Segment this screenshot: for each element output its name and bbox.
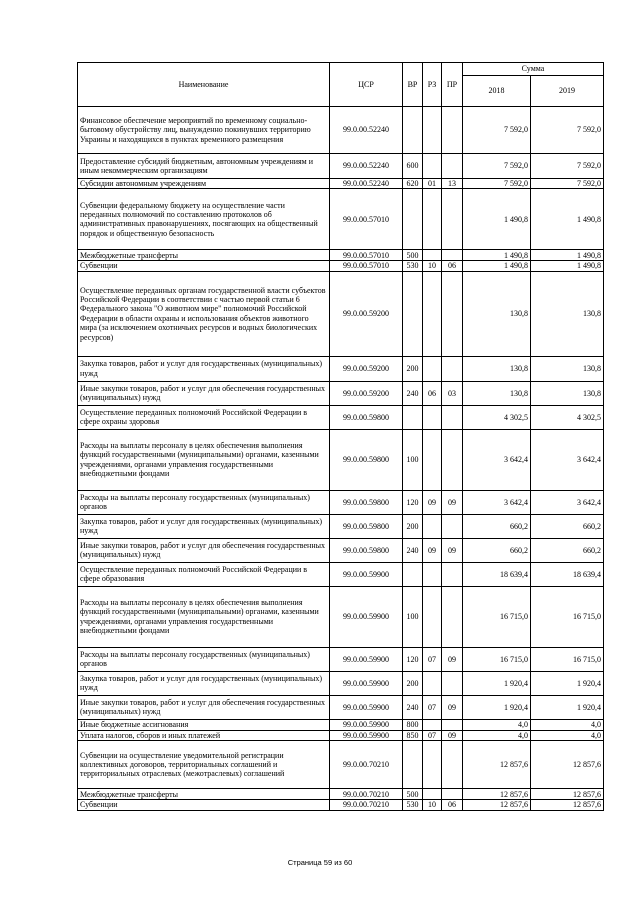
header-rz: РЗ: [423, 63, 442, 107]
cell-sum-2018: 18 639,4: [463, 562, 531, 586]
table-row: [78, 647, 604, 671]
cell-csr: 99.0.00.70210: [330, 800, 403, 810]
page-footer: Страница 59 из 60: [287, 858, 353, 867]
cell-rz: 06: [423, 381, 442, 405]
cell-pr: [442, 154, 463, 179]
cell-name: Субвенции: [78, 261, 330, 271]
header-sum: Сумма: [463, 63, 604, 76]
header-vr: ВР: [403, 63, 423, 107]
header-name: Наименование: [78, 63, 330, 107]
cell-vr: [403, 405, 423, 429]
cell-sum-2019: 1 920,4: [531, 695, 604, 719]
cell-sum-2019: 130,8: [531, 271, 604, 356]
table-body: [78, 107, 604, 811]
cell-sum-2019: 12 857,6: [531, 789, 604, 800]
cell-rz: [423, 586, 442, 647]
table-row: [78, 250, 604, 261]
cell-pr: [442, 271, 463, 356]
table-row: [78, 179, 604, 189]
cell-vr: 200: [403, 356, 423, 381]
cell-name: Иные закупки товаров, работ и услуг для обеспечения государственных (муниципальных) нужд: [78, 695, 330, 719]
cell-pr: [442, 719, 463, 730]
cell-sum-2019: 130,8: [531, 356, 604, 381]
cell-sum-2018: 4,0: [463, 719, 531, 730]
cell-sum-2018: 130,8: [463, 381, 531, 405]
cell-name: Осуществление переданных полномочий Российской Федерации в сфере образования: [78, 562, 330, 586]
cell-pr: 09: [442, 538, 463, 562]
cell-sum-2018: 12 857,6: [463, 789, 531, 800]
cell-csr: 99.0.00.59900: [330, 730, 403, 740]
cell-sum-2019: 18 639,4: [531, 562, 604, 586]
cell-rz: [423, 189, 442, 250]
cell-sum-2018: 4,0: [463, 730, 531, 740]
cell-csr: 99.0.00.59800: [330, 490, 403, 514]
table-row: [78, 381, 604, 405]
cell-sum-2019: 4,0: [531, 730, 604, 740]
cell-vr: [403, 107, 423, 154]
cell-sum-2019: 1 920,4: [531, 671, 604, 695]
cell-pr: 09: [442, 730, 463, 740]
cell-sum-2018: 16 715,0: [463, 586, 531, 647]
cell-pr: 09: [442, 490, 463, 514]
cell-pr: [442, 356, 463, 381]
cell-name: Иные закупки товаров, работ и услуг для обеспечения государственных (муниципальных) нужд: [78, 538, 330, 562]
cell-rz: 07: [423, 730, 442, 740]
cell-pr: 09: [442, 695, 463, 719]
cell-pr: [442, 514, 463, 538]
cell-sum-2019: 660,2: [531, 514, 604, 538]
cell-pr: [442, 429, 463, 490]
table-header: [78, 63, 604, 107]
cell-sum-2018: 1 490,8: [463, 189, 531, 250]
cell-sum-2018: 660,2: [463, 514, 531, 538]
cell-sum-2018: 1 920,4: [463, 695, 531, 719]
table-row: [78, 800, 604, 810]
table-row: [78, 695, 604, 719]
cell-rz: 07: [423, 695, 442, 719]
table-row: [78, 356, 604, 381]
cell-vr: 100: [403, 586, 423, 647]
cell-csr: 99.0.00.59800: [330, 405, 403, 429]
cell-csr: 99.0.00.70210: [330, 741, 403, 789]
cell-sum-2019: 7 592,0: [531, 154, 604, 179]
table-row: [78, 271, 604, 356]
cell-vr: 240: [403, 381, 423, 405]
cell-rz: 09: [423, 538, 442, 562]
table-row: [78, 107, 604, 154]
cell-rz: 10: [423, 261, 442, 271]
cell-pr: [442, 562, 463, 586]
cell-pr: 09: [442, 647, 463, 671]
header-year-2019: 2019: [531, 76, 604, 107]
table-row: [78, 490, 604, 514]
cell-sum-2019: 7 592,0: [531, 107, 604, 154]
cell-vr: 120: [403, 647, 423, 671]
budget-table-container: [77, 62, 603, 811]
cell-vr: [403, 741, 423, 789]
cell-sum-2018: 1 490,8: [463, 261, 531, 271]
cell-csr: 99.0.00.59800: [330, 538, 403, 562]
table-row: [78, 789, 604, 800]
table-row: [78, 538, 604, 562]
cell-pr: [442, 671, 463, 695]
cell-pr: [442, 405, 463, 429]
header-year-2018: 2018: [463, 76, 531, 107]
cell-vr: 800: [403, 719, 423, 730]
cell-name: Осуществление переданных полномочий Российской Федерации в сфере охраны здоровья: [78, 405, 330, 429]
cell-rz: 01: [423, 179, 442, 189]
cell-rz: 10: [423, 800, 442, 810]
cell-name: Закупка товаров, работ и услуг для государственных (муниципальных) нужд: [78, 671, 330, 695]
cell-vr: 240: [403, 695, 423, 719]
cell-vr: 240: [403, 538, 423, 562]
cell-sum-2018: 4 302,5: [463, 405, 531, 429]
table-row: [78, 730, 604, 740]
cell-name: Субвенции: [78, 800, 330, 810]
cell-name: Предоставление субсидий бюджетным, автономным учреждениям и иным некоммерческим организациям: [78, 154, 330, 179]
cell-csr: 99.0.00.52240: [330, 154, 403, 179]
cell-csr: 99.0.00.59800: [330, 514, 403, 538]
cell-vr: 200: [403, 671, 423, 695]
cell-vr: 600: [403, 154, 423, 179]
cell-rz: [423, 789, 442, 800]
cell-vr: 530: [403, 800, 423, 810]
cell-sum-2019: 12 857,6: [531, 800, 604, 810]
cell-sum-2019: 1 490,8: [531, 261, 604, 271]
cell-csr: 99.0.00.59900: [330, 671, 403, 695]
cell-rz: [423, 154, 442, 179]
cell-rz: [423, 356, 442, 381]
cell-sum-2019: 3 642,4: [531, 429, 604, 490]
cell-name: Расходы на выплаты персоналу в целях обеспечения выполнения функций государственными (муниципальными) органами, казенными учреждениями, органами управления государственными внебюджетными фондами: [78, 429, 330, 490]
cell-csr: 99.0.00.57010: [330, 261, 403, 271]
cell-sum-2018: 130,8: [463, 271, 531, 356]
cell-vr: 620: [403, 179, 423, 189]
cell-rz: 07: [423, 647, 442, 671]
cell-csr: 99.0.00.57010: [330, 250, 403, 261]
cell-name: Осуществление переданных органам государственной власти субъектов Российской Федерации в соответствии с частью первой статьи 6 Федерального закона "О животном мире" полномочий Российской Федерации в области охраны и использования объектов животного мира (за исключением охотничьих ресурсов и водных биологических ресурсов): [78, 271, 330, 356]
cell-pr: [442, 189, 463, 250]
cell-csr: 99.0.00.59200: [330, 381, 403, 405]
cell-sum-2019: 130,8: [531, 381, 604, 405]
cell-name: Иные закупки товаров, работ и услуг для обеспечения государственных (муниципальных) нужд: [78, 381, 330, 405]
table-row: [78, 261, 604, 271]
cell-sum-2018: 16 715,0: [463, 647, 531, 671]
cell-rz: [423, 271, 442, 356]
cell-sum-2019: 660,2: [531, 538, 604, 562]
cell-pr: [442, 107, 463, 154]
table-row: [78, 586, 604, 647]
cell-sum-2018: 7 592,0: [463, 179, 531, 189]
cell-rz: [423, 741, 442, 789]
table-row: [78, 189, 604, 250]
cell-sum-2018: 3 642,4: [463, 429, 531, 490]
budget-table: [77, 62, 604, 811]
cell-rz: [423, 719, 442, 730]
header-pr: ПР: [442, 63, 463, 107]
cell-vr: 200: [403, 514, 423, 538]
cell-rz: [423, 429, 442, 490]
table-row: [78, 741, 604, 789]
cell-vr: [403, 271, 423, 356]
cell-sum-2019: 4 302,5: [531, 405, 604, 429]
cell-csr: 99.0.00.57010: [330, 189, 403, 250]
cell-name: Субвенции федеральному бюджету на осуществление части переданных полномочий по составлению протоколов об административных правонарушениях, посягающих на общественный порядок и общественную безопасность: [78, 189, 330, 250]
cell-sum-2019: 16 715,0: [531, 647, 604, 671]
cell-name: Расходы на выплаты персоналу государственных (муниципальных) органов: [78, 647, 330, 671]
cell-rz: [423, 250, 442, 261]
cell-name: Межбюджетные трансферты: [78, 250, 330, 261]
cell-pr: [442, 250, 463, 261]
cell-name: Уплата налогов, сборов и иных платежей: [78, 730, 330, 740]
cell-rz: [423, 671, 442, 695]
cell-sum-2018: 7 592,0: [463, 154, 531, 179]
header-csr: ЦСР: [330, 63, 403, 107]
cell-sum-2018: 1 490,8: [463, 250, 531, 261]
cell-vr: 530: [403, 261, 423, 271]
cell-vr: 120: [403, 490, 423, 514]
cell-sum-2019: 1 490,8: [531, 250, 604, 261]
cell-csr: 99.0.00.59900: [330, 562, 403, 586]
table-row: [78, 671, 604, 695]
cell-rz: [423, 405, 442, 429]
cell-sum-2019: 1 490,8: [531, 189, 604, 250]
cell-csr: 99.0.00.59900: [330, 719, 403, 730]
cell-name: Закупка товаров, работ и услуг для государственных (муниципальных) нужд: [78, 356, 330, 381]
cell-name: Расходы на выплаты персоналу в целях обеспечения выполнения функций государственными (муниципальными) органами, казенными учреждениями, органами управления государственными внебюджетными фондами: [78, 586, 330, 647]
cell-pr: [442, 741, 463, 789]
cell-sum-2019: 7 592,0: [531, 179, 604, 189]
cell-rz: 09: [423, 490, 442, 514]
cell-sum-2018: 7 592,0: [463, 107, 531, 154]
cell-name: Субвенции на осуществление уведомительной регистрации коллективных договоров, территориальных соглашений и территориальных отраслевых (межотраслевых) соглашений: [78, 741, 330, 789]
cell-name: Финансовое обеспечение мероприятий по временному социально-бытовому обустройству лиц, вынужденно покинувших территорию Украины и находящихся в пунктах временного размещения: [78, 107, 330, 154]
cell-rz: [423, 562, 442, 586]
cell-csr: 99.0.00.59900: [330, 695, 403, 719]
cell-sum-2018: 12 857,6: [463, 741, 531, 789]
table-row: [78, 429, 604, 490]
cell-sum-2019: 3 642,4: [531, 490, 604, 514]
cell-pr: 06: [442, 800, 463, 810]
cell-csr: 99.0.00.59800: [330, 429, 403, 490]
cell-sum-2019: 12 857,6: [531, 741, 604, 789]
cell-sum-2018: 1 920,4: [463, 671, 531, 695]
cell-pr: 06: [442, 261, 463, 271]
table-row: [78, 405, 604, 429]
cell-pr: 03: [442, 381, 463, 405]
table-row: [78, 154, 604, 179]
cell-sum-2018: 3 642,4: [463, 490, 531, 514]
cell-pr: [442, 789, 463, 800]
cell-csr: 99.0.00.52240: [330, 107, 403, 154]
cell-csr: 99.0.00.52240: [330, 179, 403, 189]
cell-csr: 99.0.00.59200: [330, 271, 403, 356]
cell-rz: [423, 107, 442, 154]
cell-sum-2018: 660,2: [463, 538, 531, 562]
cell-vr: 100: [403, 429, 423, 490]
cell-csr: 99.0.00.70210: [330, 789, 403, 800]
cell-vr: 500: [403, 789, 423, 800]
cell-sum-2018: 130,8: [463, 356, 531, 381]
cell-sum-2018: 12 857,6: [463, 800, 531, 810]
table-row: [78, 514, 604, 538]
cell-name: Закупка товаров, работ и услуг для государственных (муниципальных) нужд: [78, 514, 330, 538]
cell-vr: [403, 189, 423, 250]
cell-pr: 13: [442, 179, 463, 189]
cell-csr: 99.0.00.59900: [330, 586, 403, 647]
cell-sum-2019: 16 715,0: [531, 586, 604, 647]
cell-name: Иные бюджетные ассигнования: [78, 719, 330, 730]
cell-csr: 99.0.00.59200: [330, 356, 403, 381]
cell-rz: [423, 514, 442, 538]
table-row: [78, 562, 604, 586]
cell-vr: 850: [403, 730, 423, 740]
cell-sum-2019: 4,0: [531, 719, 604, 730]
cell-name: Субсидии автономным учреждениям: [78, 179, 330, 189]
table-row: [78, 719, 604, 730]
cell-vr: 500: [403, 250, 423, 261]
cell-csr: 99.0.00.59900: [330, 647, 403, 671]
cell-vr: [403, 562, 423, 586]
cell-name: Расходы на выплаты персоналу государственных (муниципальных) органов: [78, 490, 330, 514]
cell-pr: [442, 586, 463, 647]
cell-name: Межбюджетные трансферты: [78, 789, 330, 800]
